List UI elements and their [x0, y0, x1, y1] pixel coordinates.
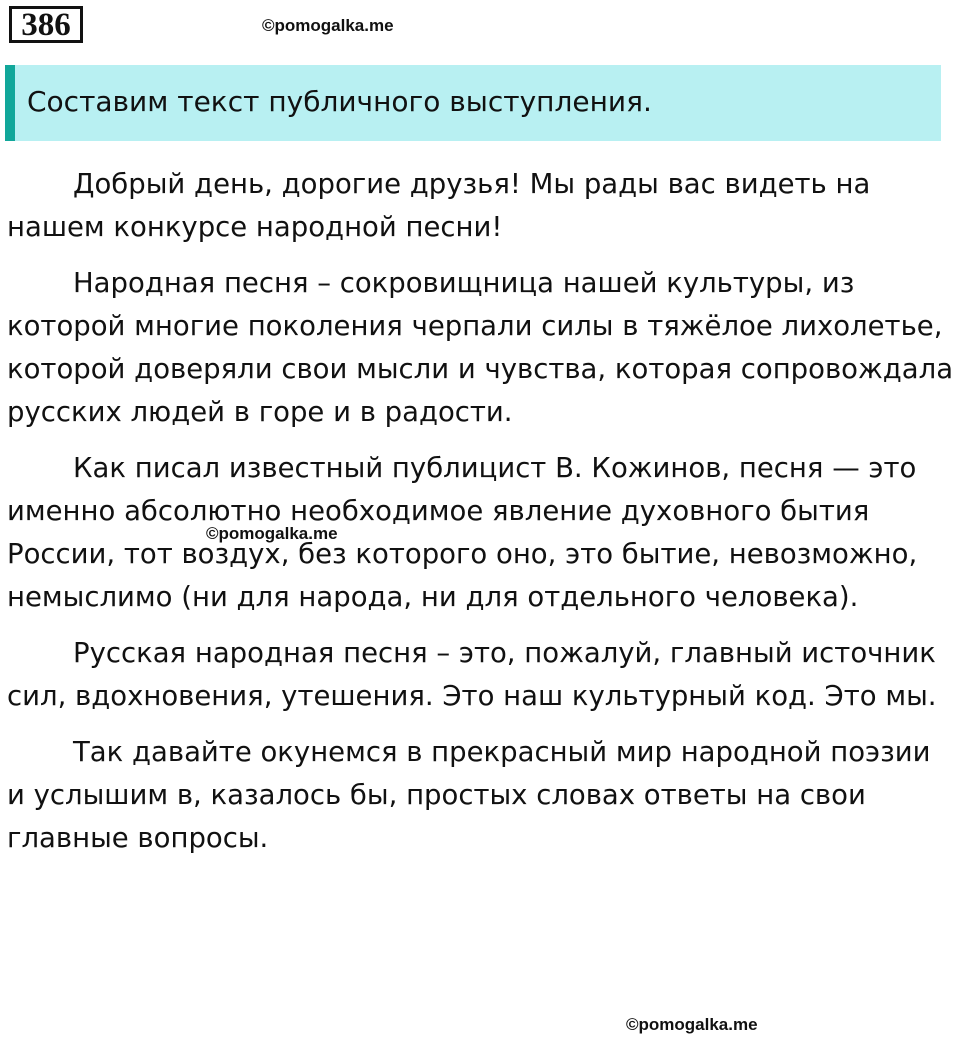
watermark-middle: ©pomogalka.me	[206, 524, 338, 543]
paragraph-invitation: Так давайте окунемся в прекрасный мир народной поэзии и услышим в, казалось бы, простых словах ответы на свои главные вопросы.	[7, 736, 931, 854]
exercise-number-box: 386	[9, 6, 83, 43]
paragraph-cultural-code: Русская народная песня – это, пожалуй, главный источник сил, вдохновения, утешения. Это наш культурный код. Это мы.	[7, 637, 937, 712]
watermark-bottom: ©pomogalka.me	[626, 1015, 758, 1034]
page-title: Составим текст публичного выступления.	[27, 85, 652, 118]
paragraph-kozhinov-quote: Как писал известный публицист В. Кожинов, песня — это именно абсолютно необходимое явление духовного бытия России, тот воздух, без которого оно, это бытие, невозможно, немыслимо (ни для народа, ни для отдельного человека).	[7, 452, 918, 613]
title-banner	[5, 65, 941, 141]
paragraph-greeting: Добрый день, дорогие друзья! Мы рады вас видеть на нашем конкурсе народной песни!	[7, 168, 871, 243]
paragraph-folk-song-treasury: Народная песня – сокровищница нашей культуры, из которой многие поколения черпали силы в тяжёлое лихолетье, которой доверяли свои мысли и чувства, которая сопровождала русских людей в горе и в радости.	[7, 267, 954, 428]
speech-text	[7, 163, 957, 873]
watermark-top: ©pomogalka.me	[262, 16, 394, 35]
